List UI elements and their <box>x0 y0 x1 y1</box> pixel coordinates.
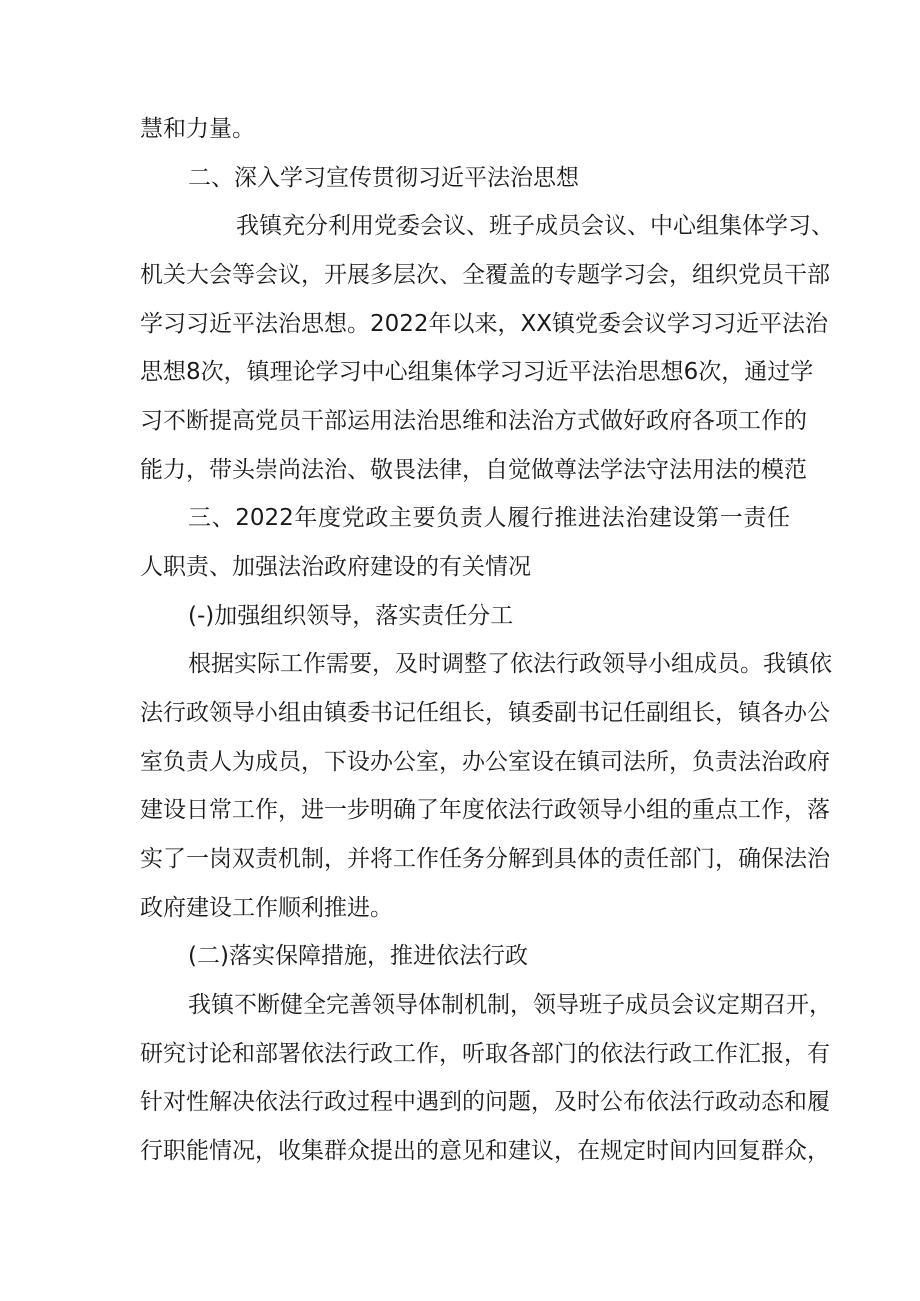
paragraph-line: 我镇充分利用党委会议、班子成员会议、中心组集体学习、 <box>236 213 834 239</box>
paragraph-line: 室负责人为成员，下设办公室，办公室设在镇司法所，负责法治政府 <box>140 749 830 775</box>
section-heading-3-continuation: 人职责、加强法治政府建设的有关情况 <box>140 554 531 580</box>
paragraph-line: 行职能情况，收集群众提出的意见和建议，在规定时间内回复群众， <box>140 1138 830 1164</box>
section-heading-2: 二、深入学习宣传贯彻习近平法治思想 <box>188 165 579 191</box>
paragraph-line: 机关大会等会议，开展多层次、全覆盖的专题学习会，组织党员干部 <box>140 262 830 288</box>
paragraph-line: 我镇不断健全完善领导体制机制，领导班子成员会议定期召开， <box>188 992 832 1018</box>
subsection-heading-2: (二)落实保障措施，推进依法行政 <box>188 943 528 969</box>
paragraph-line: 能力，带头崇尚法治、敬畏法律，自觉做尊法学法守法用法的模范 <box>140 457 807 483</box>
paragraph-line: 学习习近平法治思想。2022年以来，XX镇党委会议学习习近平法治 <box>140 311 829 337</box>
section-heading-3: 三、2022年度党政主要负责人履行推进法治建设第一责任 <box>188 505 790 531</box>
paragraph-line: 实了一岗双责机制，并将工作任务分解到具体的责任部门，确保法治 <box>140 846 830 872</box>
paragraph-line: 习不断提高党员干部运用法治思维和法治方式做好政府各项工作的 <box>140 408 807 434</box>
paragraph-line-continuation: 慧和力量。 <box>140 116 255 142</box>
paragraph-line: 根据实际工作需要，及时调整了依法行政领导小组成员。我镇依 <box>188 651 832 677</box>
paragraph-line: 研究讨论和部署依法行政工作，听取各部门的依法行政工作汇报，有 <box>140 1041 830 1067</box>
paragraph-line: 政府建设工作顺利推进。 <box>140 895 393 921</box>
paragraph-line: 针对性解决依法行政过程中遇到的问题，及时公布依法行政动态和履 <box>140 1089 830 1115</box>
paragraph-line: 建设日常工作，进一步明确了年度依法行政领导小组的重点工作，落 <box>140 797 830 823</box>
paragraph-line: 思想8次，镇理论学习中心组集体学习习近平法治思想6次，通过学 <box>140 359 814 385</box>
subsection-heading-1: (-)加强组织领导，落实责任分工 <box>188 603 514 629</box>
paragraph-line: 法行政领导小组由镇委书记任组长，镇委副书记任副组长，镇各办公 <box>140 700 830 726</box>
